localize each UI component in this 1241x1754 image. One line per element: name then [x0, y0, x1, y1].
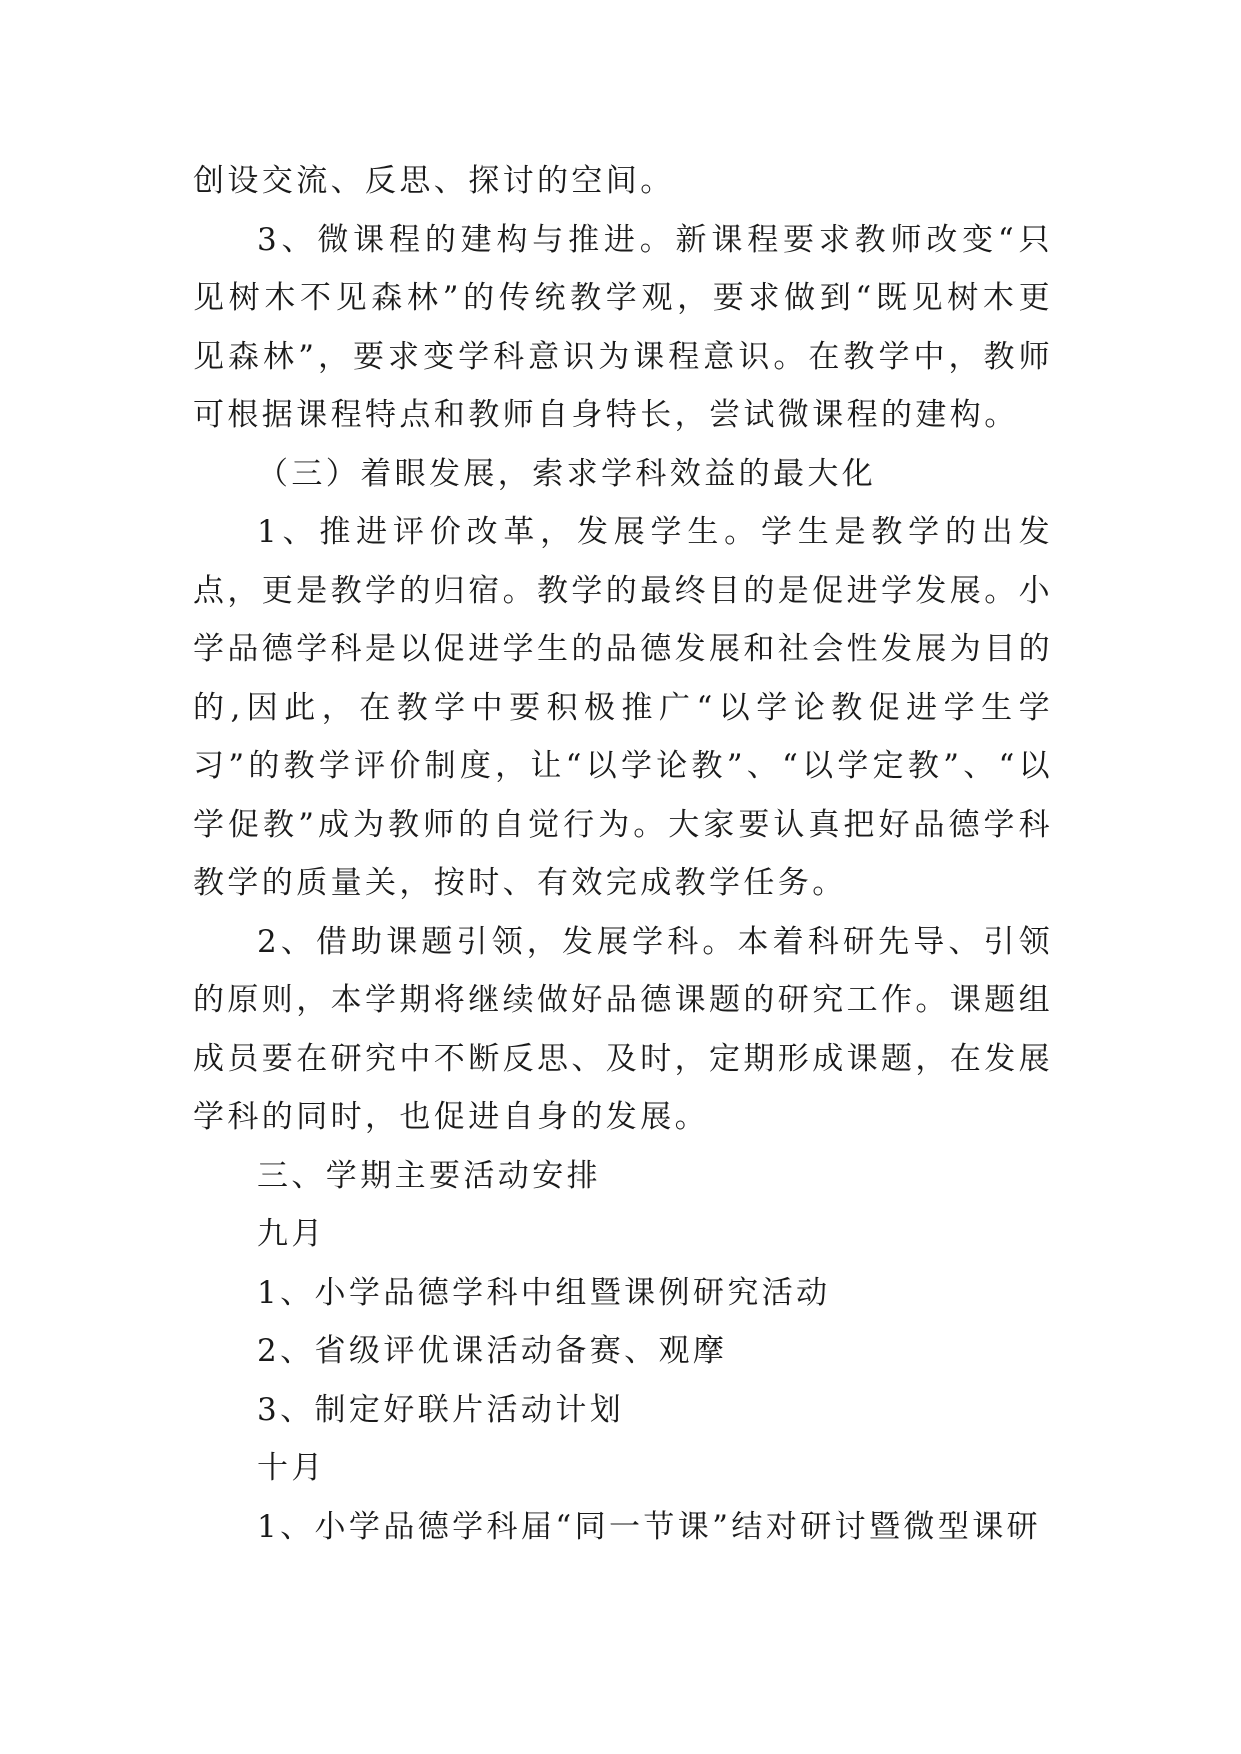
month-heading-october: 十月: [257, 1450, 326, 1486]
list-item: 2、省级评优课活动备赛、观摩: [257, 1333, 728, 1369]
section-heading-3: （三）着眼发展，索求学科效益的最大化: [257, 455, 877, 492]
list-item: 1、小学品德学科中组暨课例研究活动: [257, 1274, 831, 1311]
list-item: 1、小学品德学科届“同一节课”结对研讨暨微型课研: [257, 1508, 1042, 1545]
paragraph-2: 3、微课程的建构与推进。新课程要求教师改变“只见树木不见森林”的传统教学观，要求做到“既见树木更见森林”，要求变学科意识为课程意识。在教学中，教师可根据课程特点和教师自身特长，尝试微课程的建构。: [193, 221, 1053, 433]
paragraph-5: 2、借助课题引领，发展学科。本着科研先导、引领的原则，本学期将继续做好品德课题的研究工作。课题组成员要在研究中不断反思、及时，定期形成课题，在发展学科的同时，也促进自身的发展。: [193, 923, 1053, 1135]
paragraph-4: 1、推进评价改革，发展学生。学生是教学的出发点，更是教学的归宿。教学的最终目的是促进学发展。小学品德学科是以促进学生的品德发展和社会性发展为目的的,因此，在教学中要积极推广“以学论教促进学生学习”的教学评价制度，让“以学论教”、“以学定教”、“以学促教”成为教师的自觉行为。大家要认真把好品德学科教学的质量关，按时、有效完成教学任务。: [193, 514, 1053, 901]
section-heading-activities: 三、学期主要活动安排: [257, 1157, 601, 1194]
document-body: [193, 152, 1053, 1556]
month-heading-september: 九月: [257, 1216, 326, 1252]
list-item: 3、制定好联片活动计划: [257, 1391, 625, 1428]
paragraph-1: 创设交流、反思、探讨的空间。: [193, 163, 675, 199]
